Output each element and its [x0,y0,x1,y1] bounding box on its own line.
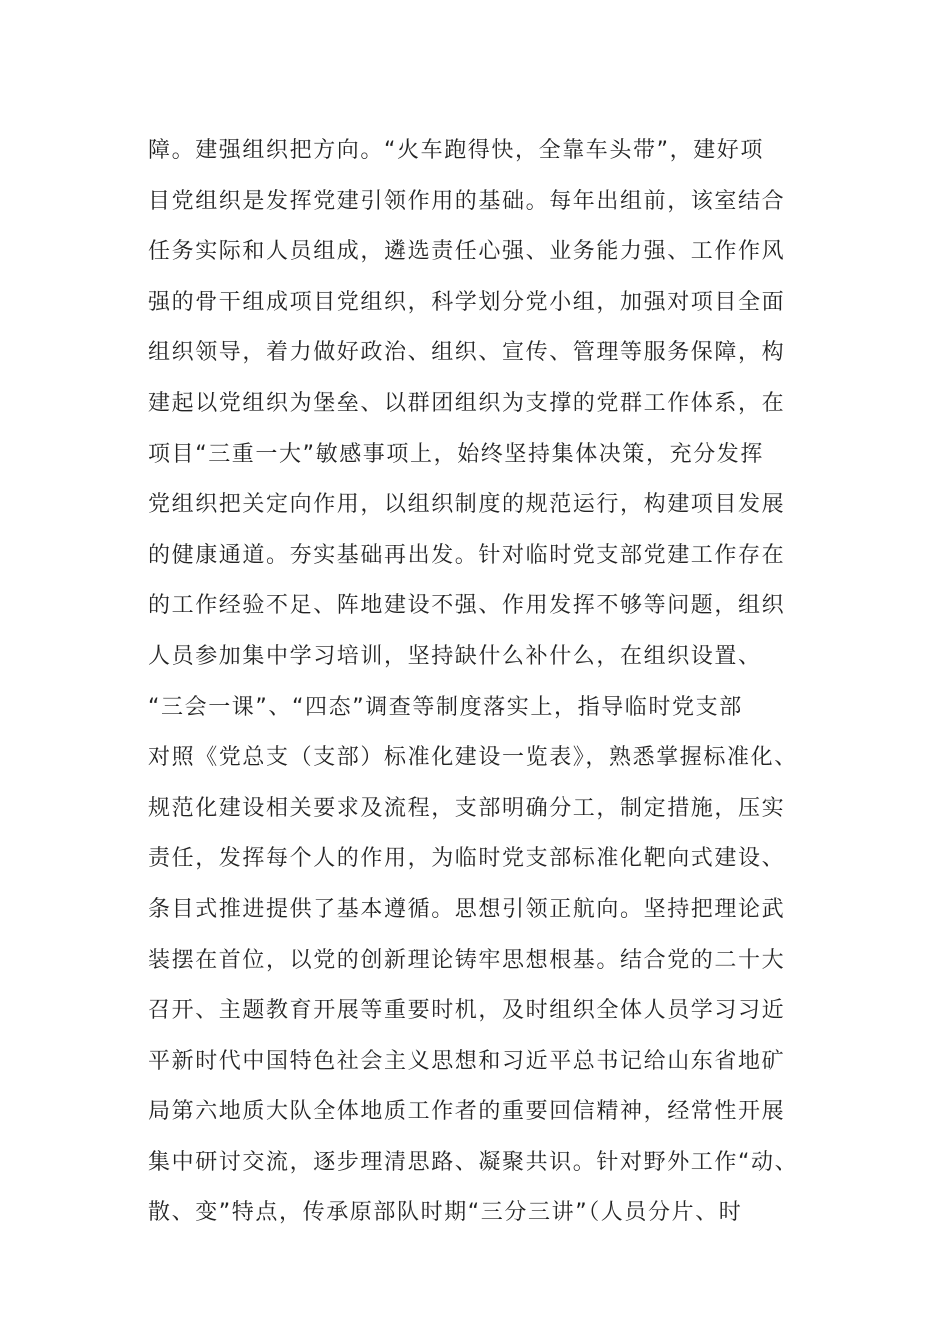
text-line: 强的骨干组成项目党组织，科学划分党小组，加强对项目全面 [148,289,786,315]
text-line: 对照《党总支（支部）标准化建设一览表》，熟悉掌握标准化、 [148,745,798,771]
text-line: 组织领导，着力做好政治、组织、宣传、管理等服务保障，构 [148,340,786,366]
text-line: 规范化建设相关要求及流程，支部明确分工，制定措施，压实 [148,795,786,821]
text-line: 装摆在首位，以党的创新理论铸牢思想根基。结合党的二十大 [148,947,786,973]
text-line: 障。建强组织把方向。“火车跑得快，全靠车头带”，建好项 [148,138,764,163]
text-line: 条目式推进提供了基本遵循。思想引领正航向。坚持把理论武 [148,896,786,922]
text-line: 任务实际和人员组成，遴选责任心强、业务能力强、工作作风 [148,239,786,265]
text-line: 召开、主题教育开展等重要时机，及时组织全体人员学习习近 [148,998,786,1024]
text-line: 的健康通道。夯实基础再出发。针对临时党支部党建工作存在 [148,542,786,568]
text-line: 责任，发挥每个人的作用，为临时党支部标准化靶向式建设、 [148,846,786,872]
text-line: 的工作经验不足、阵地建设不强、作用发挥不够等问题，组织 [148,593,786,619]
text-line: 建起以党组织为堡垒、以群团组织为支撑的党群工作体系，在 [148,390,786,416]
text-line: “三会一课”、“四态”调查等制度落实上，指导临时党支部 [148,694,743,720]
text-line: 平新时代中国特色社会主义思想和习近平总书记给山东省地矿 [148,1048,786,1074]
text-line: 局第六地质大队全体地质工作者的重要回信精神，经常性开展 [148,1099,786,1125]
text-line: 项目“三重一大”敏感事项上，始终坚持集体决策，充分发挥 [148,441,764,467]
text-line: 散、变”特点，传承原部队时期“三分三讲”（人员分片、时 [148,1200,743,1226]
body-paragraph [148,126,808,1239]
text-line: 人员参加集中学习培训，坚持缺什么补什么，在组织设置、 [148,643,762,669]
text-line: 集中研讨交流，逐步理清思路、凝聚共识。针对野外工作“动、 [148,1149,799,1175]
text-line: 目党组织是发挥党建引领作用的基础。每年出组前，该室结合 [148,188,786,214]
text-line: 党组织把关定向作用，以组织制度的规范运行，构建项目发展 [148,492,786,518]
